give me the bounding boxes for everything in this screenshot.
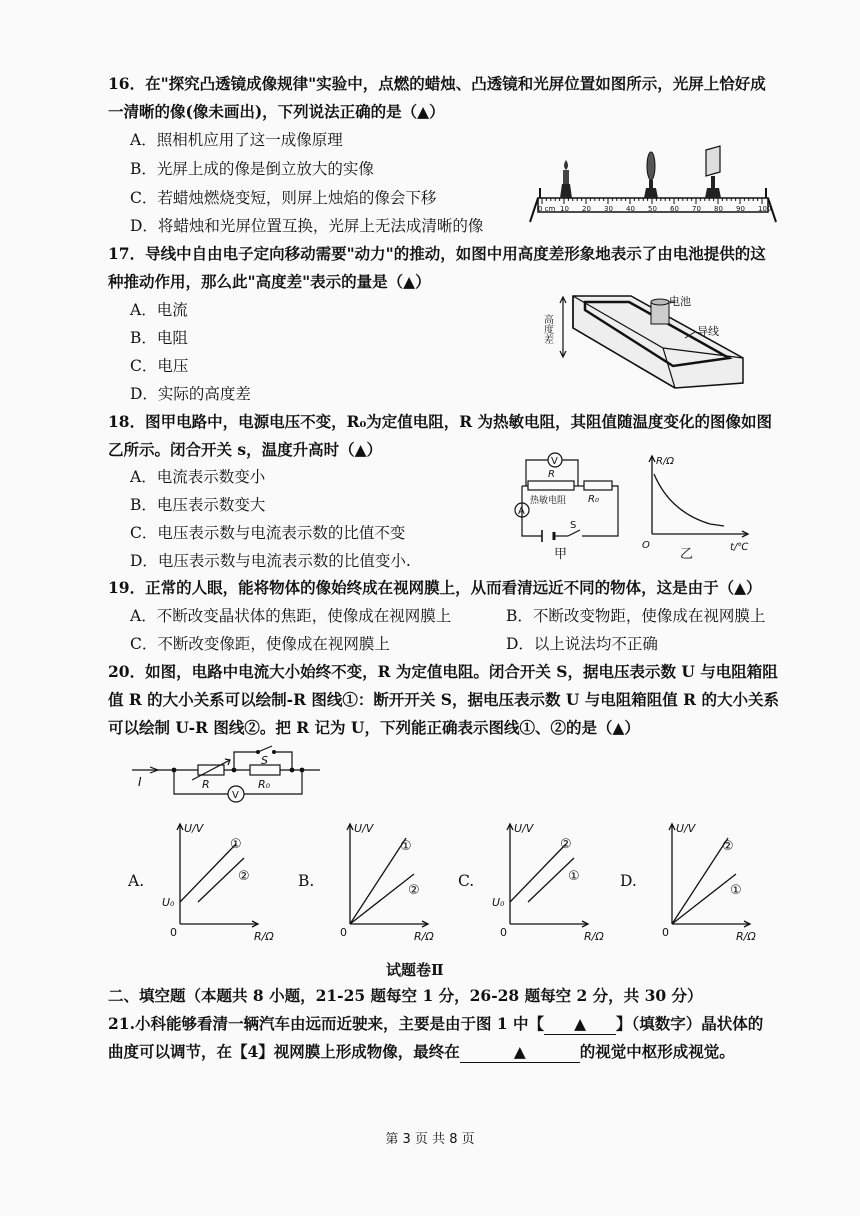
graph-u0: U₀ xyxy=(162,896,175,909)
height-label: 高度差 xyxy=(541,314,553,344)
height-difference-figure xyxy=(541,288,775,398)
q17-option-b: B．电阻 xyxy=(130,329,188,347)
q18-option-d: D．电压表示数与电流表示数的比值变小. xyxy=(130,552,411,570)
wire-label: 导线 xyxy=(697,325,719,338)
q20-option-label: C. xyxy=(458,872,475,890)
q16-option-a: A．照相机应用了这一成像原理 xyxy=(130,131,343,149)
light-screen-icon xyxy=(705,146,721,198)
q19-option-c: C．不断改变像距，使像成在视网膜上 xyxy=(130,635,390,653)
graph-origin: 0 xyxy=(662,926,669,939)
q20-stem-line1: 20．如图，电路中电流大小始终不变，R 为定值电阻。闭合开关 S，据电压表示数 U 与电阻箱阻 xyxy=(108,662,778,681)
q16-stem-line2: 一清晰的像(像未画出)，下列说法正确的是（▲） xyxy=(108,102,445,121)
height-arrow-icon xyxy=(560,297,566,357)
upper-line-label: ① xyxy=(230,837,242,852)
graph-xlabel: R/Ω xyxy=(254,930,274,943)
upper-line-label: ② xyxy=(560,837,572,852)
u-r-graph xyxy=(328,818,458,943)
graph-u0: U₀ xyxy=(492,896,505,909)
r0-label: R₀ xyxy=(588,494,599,505)
q17-option-a: A．电流 xyxy=(130,301,188,319)
caption-jia: 甲 xyxy=(554,547,568,562)
graph-ylabel: U/V xyxy=(676,822,696,835)
q16-option-b: B．光屏上成的像是倒立放大的实像 xyxy=(130,160,374,178)
yi-xlabel: t/℃ xyxy=(730,542,749,553)
q19-option-d: D．以上说法均不正确 xyxy=(506,635,658,653)
ruler-label: 0 cm xyxy=(538,205,556,213)
optical-bench-figure xyxy=(530,140,780,230)
circuit-jia-figure xyxy=(510,448,630,563)
r-label: R xyxy=(548,469,555,480)
ruler-label: 90 xyxy=(736,205,745,213)
q18-option-b: B．电压表示数变大 xyxy=(130,496,266,514)
voltmeter-symbol: V xyxy=(232,790,239,801)
u-r-graph xyxy=(488,818,618,943)
q21-line1 xyxy=(108,1014,763,1035)
ruler-label: 50 xyxy=(648,205,657,213)
lower-line xyxy=(350,874,414,924)
ammeter-symbol: A xyxy=(518,506,525,517)
ruler-label: 10 xyxy=(560,205,569,213)
upper-line xyxy=(672,838,728,924)
q21-line2 xyxy=(108,1042,735,1063)
q21-line2-start: 曲度可以调节，在【4】视网膜上形成物像，最终在 xyxy=(108,1042,460,1061)
q17-option-d: D．实际的高度差 xyxy=(130,385,251,403)
thermistor-label: 热敏电阻 xyxy=(530,496,567,506)
yi-origin: O xyxy=(642,540,650,551)
ruler-label: 100 xyxy=(758,205,772,213)
part2-heading: 二、填空题（本题共 8 小题，21-25 题每空 1 分，26-28 题每空 2 分，共 30 分） xyxy=(108,986,703,1005)
graph-xlabel: R/Ω xyxy=(584,930,604,943)
voltmeter-symbol: V xyxy=(551,456,558,467)
q21-line1-end: 】（填数字）晶状体的 xyxy=(616,1014,764,1033)
q16-option-d: D．将蜡烛和光屏位置互换，光屏上无法成清晰的像 xyxy=(130,217,484,235)
graph-origin: 0 xyxy=(500,926,507,939)
caption-yi: 乙 xyxy=(680,547,694,562)
u-r-graph xyxy=(650,818,780,943)
switch-label: S xyxy=(570,520,577,531)
q20-option-label: D. xyxy=(620,872,637,890)
ruler-label: 40 xyxy=(626,205,635,213)
graph-xlabel: R/Ω xyxy=(414,930,434,943)
graph-xlabel: R/Ω xyxy=(736,930,756,943)
page-footer: 第 3 页 共 8 页 xyxy=(385,1132,475,1147)
lower-line-label: ② xyxy=(238,869,250,884)
q21-line2-end: 的视觉中枢形成视觉。 xyxy=(579,1042,735,1061)
resistance-box-label: R xyxy=(202,778,210,791)
q17-stem-line2: 种推动作用，那么此"高度差"表示的量是（▲） xyxy=(108,272,431,291)
ruler-label: 30 xyxy=(604,205,613,213)
candle-icon xyxy=(560,160,572,198)
q21-line1-start: 21.小科能够看清一辆汽车由远而近驶来，主要是由于图 1 中【 xyxy=(108,1014,545,1033)
graph-origin: 0 xyxy=(170,926,177,939)
switch-s-label: S xyxy=(261,754,268,767)
battery-label: 电池 xyxy=(669,295,691,308)
lower-line xyxy=(672,874,736,924)
q19-option-b: B．不断改变物距，使像成在视网膜上 xyxy=(506,607,766,625)
upper-line xyxy=(350,838,406,924)
q20-circuit-figure xyxy=(130,742,330,807)
ruler-label: 80 xyxy=(714,205,723,213)
ruler-label: 70 xyxy=(692,205,701,213)
graph-origin: 0 xyxy=(340,926,347,939)
lower-line-label: ① xyxy=(730,883,742,898)
q20-option-label: B. xyxy=(298,872,315,890)
q20-stem-line3: 可以绘制 U-R 图线②。把 R 记为 U，下列能正确表示图线①、②的是（▲） xyxy=(108,718,640,737)
q17-option-c: C．电压 xyxy=(130,357,189,375)
q18-stem-line1: 18．图甲电路中，电源电压不变，R₀为定值电阻，R 为热敏电阻，其阻值随温度变化的图像如图 xyxy=(108,412,773,431)
battery-icon xyxy=(651,299,669,324)
graph-ylabel: U/V xyxy=(514,822,534,835)
q18-option-a: A．电流表示数变小 xyxy=(130,468,266,486)
r0-label: R₀ xyxy=(258,778,271,791)
q17-stem-line1: 17．导线中自由电子定向移动需要"动力"的推动，如图中用高度差形象地表示了由电池提供的这 xyxy=(108,244,766,263)
q19-stem: 19．正常的人眼，能将物体的像始终成在视网膜上，从而看清远近不同的物体，这是由于（▲） xyxy=(108,578,762,597)
lower-line-label: ① xyxy=(568,869,580,884)
u-r-graph xyxy=(158,818,288,943)
lower-line-label: ② xyxy=(408,883,420,898)
ruler-label: 60 xyxy=(670,205,679,213)
upper-line-label: ② xyxy=(722,839,734,854)
q21-blank-1[interactable]: ▲ xyxy=(544,1014,616,1035)
upper-line-label: ① xyxy=(400,839,412,854)
current-label: I xyxy=(138,775,142,789)
graph-ylabel: U/V xyxy=(354,822,374,835)
q20-option-label: A. xyxy=(128,872,145,890)
q18-stem-line2: 乙所示。闭合开关 s，温度升高时（▲） xyxy=(108,440,383,459)
q16-stem-line1: 16．在"探究凸透镜成像规律"实验中，点燃的蜡烛、凸透镜和光屏位置如图所示，光屏上恰好成 xyxy=(108,74,766,93)
q16-option-c: C．若蜡烛燃烧变短，则屏上烛焰的像会下移 xyxy=(130,189,437,207)
q18-option-c: C．电压表示数与电流表示数的比值不变 xyxy=(130,524,406,542)
section-title: 试题卷Ⅱ xyxy=(386,961,444,979)
convex-lens-icon xyxy=(644,152,658,198)
q20-stem-line2: 值 R 的大小关系可以绘制-R 图线①：断开开关 S，据电压表示数 U 与电阻箱阻值 R 的大小关系 xyxy=(108,690,779,709)
q19-option-a: A．不断改变晶状体的焦距，使像成在视网膜上 xyxy=(130,607,452,625)
yi-ylabel: R/Ω xyxy=(656,456,674,467)
r-t-graph-yi xyxy=(640,452,765,564)
q21-blank-2[interactable]: ▲ xyxy=(460,1042,580,1063)
ruler-label: 20 xyxy=(582,205,591,213)
graph-ylabel: U/V xyxy=(184,822,204,835)
